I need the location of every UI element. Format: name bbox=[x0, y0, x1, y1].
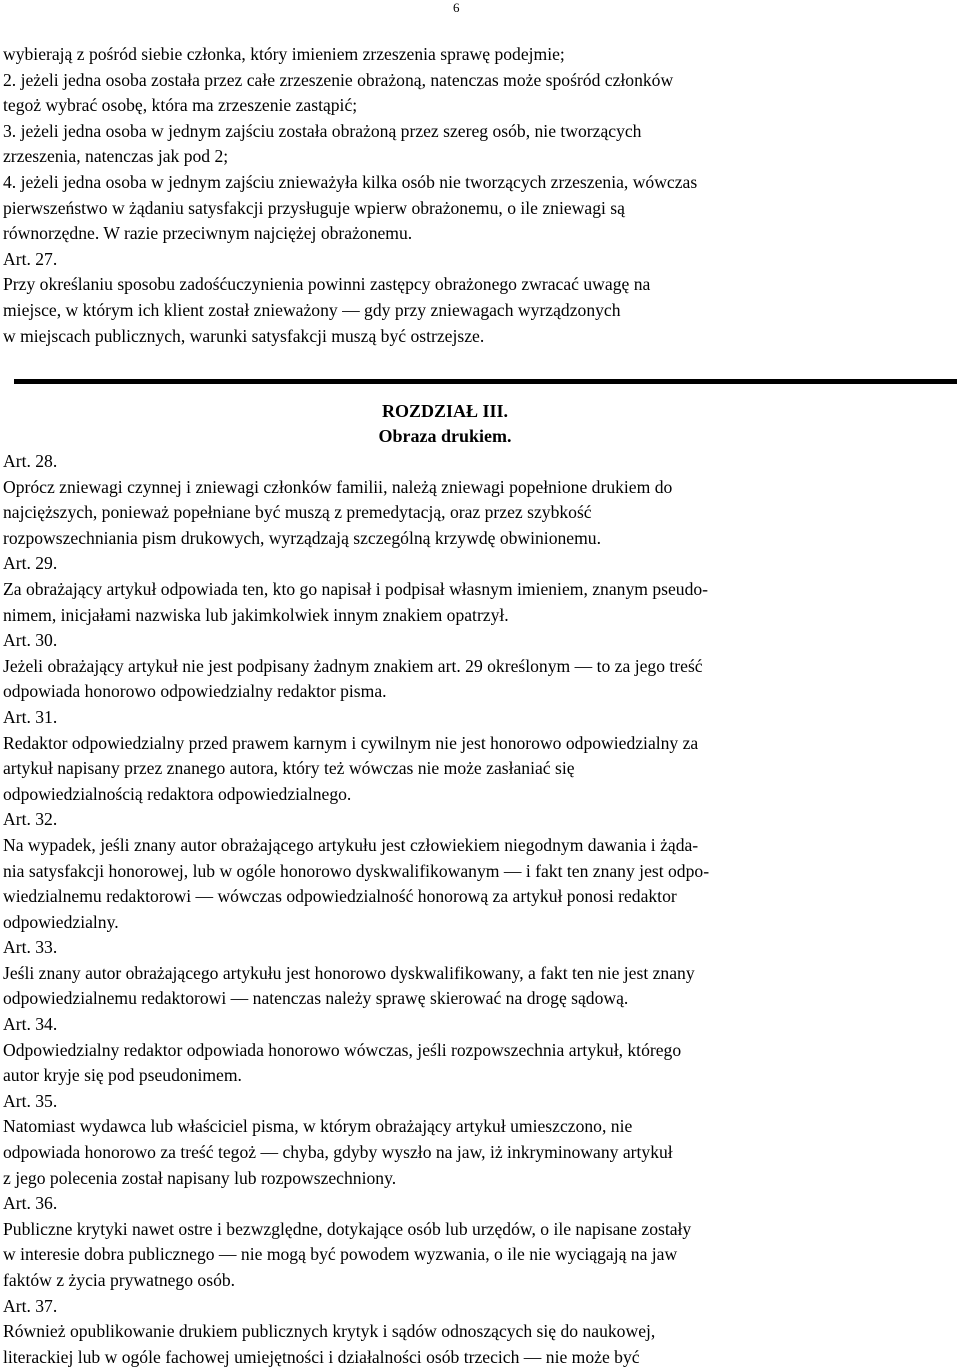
text-line: odpowiedzialnością redaktora odpowiedzialnego. bbox=[3, 783, 352, 804]
text-line: odpowiada honorowo odpowiedzialny redaktor pisma. bbox=[3, 681, 387, 702]
text-line: autor kryje się pod pseudonimem. bbox=[3, 1065, 242, 1086]
article-heading: Art. 32. bbox=[3, 809, 58, 830]
text-line: Natomiast wydawca lub właściciel pisma, w którym obrażający artykuł umieszczono, nie bbox=[3, 1116, 633, 1137]
text-line: w miejscach publicznych, warunki satysfakcji muszą być ostrzejsze. bbox=[3, 325, 485, 346]
article-heading: Art. 34. bbox=[3, 1014, 58, 1035]
text-line: artykuł napisany przez znanego autora, który też wówczas nie może zasłaniać się bbox=[3, 758, 575, 779]
text-line: nimem, inicjałami nazwiska lub jakimkolwiek innym znakiem opatrzył. bbox=[3, 604, 509, 625]
text-line: Publiczne krytyki nawet ostre i bezwzględne, dotykające osób lub urzędów, o ile napisane zostały bbox=[3, 1218, 692, 1239]
text-line: najcięższych, ponieważ popełniane być muszą z premedytacją, oraz przez szybkość bbox=[3, 502, 592, 523]
article-heading: Art. 37. bbox=[3, 1295, 58, 1316]
article-heading: Art. 29. bbox=[3, 553, 58, 574]
text-line: odpowiedzialnemu redaktorowi — natenczas należy sprawę skierować na drogę sądową. bbox=[3, 988, 629, 1009]
text-line: 4. jeżeli jedna osoba w jednym zajściu znieważyła kilka osób nie tworzących zrzeszenia, wówczas bbox=[3, 171, 698, 192]
article-heading: Art. 27. bbox=[3, 248, 58, 269]
text-line: Jeśli znany autor obrażającego artykułu jest honorowo dyskwalifikowany, a fakt ten nie jest znany bbox=[3, 962, 695, 983]
text-line: Za obrażający artykuł odpowiada ten, kto go napisał i podpisał własnym imieniem, znanym pseudo- bbox=[3, 578, 709, 599]
text-line: tegoż wybrać osobę, która ma zrzeszenie zastąpić; bbox=[3, 95, 358, 116]
page-number: 6 bbox=[453, 0, 460, 15]
text-line: Na wypadek, jeśli znany autor obrażającego artykułu jest człowiekiem niegodnym dawania i żąda- bbox=[3, 834, 699, 855]
text-line: odpowiedzialny. bbox=[3, 911, 119, 932]
article-heading: Art. 33. bbox=[3, 937, 58, 958]
text-line: wybierają z pośród siebie członka, który imieniem zrzeszenia sprawę podejmie; bbox=[3, 44, 565, 64]
text-line: odpowiada honorowo za treść tegoż — chyba, gdyby wyszło na jaw, iż inkryminowany artykuł bbox=[3, 1142, 673, 1163]
text-line: literackiej lub w ogóle fachowej umiejętności i działalności osób trzecich — nie może być bbox=[3, 1346, 640, 1367]
text-line: Również opublikowanie drukiem publicznych krytyk i sądów odnoszących się do naukowej, bbox=[3, 1321, 656, 1342]
text-line: równorzędne. W razie przeciwnym najciężej obrażonemu. bbox=[3, 223, 413, 244]
text-line: faktów z życia prywatnego osób. bbox=[3, 1270, 236, 1290]
text-block-top bbox=[3, 42, 958, 349]
article-heading: Art. 28. bbox=[3, 451, 58, 471]
horizontal-rule bbox=[14, 379, 957, 384]
article-heading: Art. 35. bbox=[3, 1090, 58, 1111]
chapter-title: Obraza drukiem. bbox=[378, 426, 512, 446]
text-block-bottom bbox=[3, 449, 958, 1370]
chapter-number: ROZDZIAŁ III. bbox=[381, 401, 509, 421]
text-line: Odpowiedzialny redaktor odpowiada honorowo wówczas, jeśli rozpowszechnia artykuł, którego bbox=[3, 1039, 682, 1060]
text-line: 3. jeżeli jedna osoba w jednym zajściu została obrażoną przez szereg osób, nie tworzących bbox=[3, 120, 642, 141]
article-heading: Art. 30. bbox=[3, 630, 58, 651]
text-line: nia satysfakcji honorowej, lub w ogóle honorowo dyskwalifikowanym — i fakt ten znany jest odpo- bbox=[3, 860, 710, 881]
text-line: miejsce, w którym ich klient został znieważony — gdy przy zniewagach wyrządzonych bbox=[3, 299, 621, 320]
text-line: pierwszeństwo w żądaniu satysfakcji przysługuje wpierw obrażonemu, o ile zniewagi są bbox=[3, 197, 625, 218]
article-heading: Art. 36. bbox=[3, 1193, 58, 1214]
text-line: Redaktor odpowiedzialny przed prawem karnym i cywilnym nie jest honorowo odpowiedzialny za bbox=[3, 732, 699, 753]
text-line: wiedzialnemu redaktorowi — wówczas odpowiedzialność honorową za artykuł ponosi redaktor bbox=[3, 886, 677, 907]
article-heading: Art. 31. bbox=[3, 706, 58, 727]
text-line: zrzeszenia, natenczas jak pod 2; bbox=[3, 146, 229, 167]
text-line: 2. jeżeli jedna osoba została przez całe zrzeszenie obrażoną, natenczas może spośród członków bbox=[3, 69, 674, 90]
text-line: rozpowszechniania pism drukowych, wyrządzają szczególną krzywdę obwinionemu. bbox=[3, 527, 601, 548]
text-line: Oprócz zniewagi czynnej i zniewagi członków familii, należą zniewagi popełnione drukiem do bbox=[3, 476, 673, 497]
text-line: Przy określaniu sposobu zadośćuczynienia powinni zastępcy obrażonego zwracać uwagę na bbox=[3, 274, 651, 295]
text-line: Jeżeli obrażający artykuł nie jest podpisany żadnym znakiem art. 29 określonym — to za jego treść bbox=[3, 655, 703, 676]
text-line: w interesie dobra publicznego — nie mogą być powodem wyzwania, o ile nie wyciągają na jaw bbox=[3, 1244, 678, 1265]
text-line: z jego polecenia został napisany lub rozpowszechniony. bbox=[3, 1167, 397, 1188]
